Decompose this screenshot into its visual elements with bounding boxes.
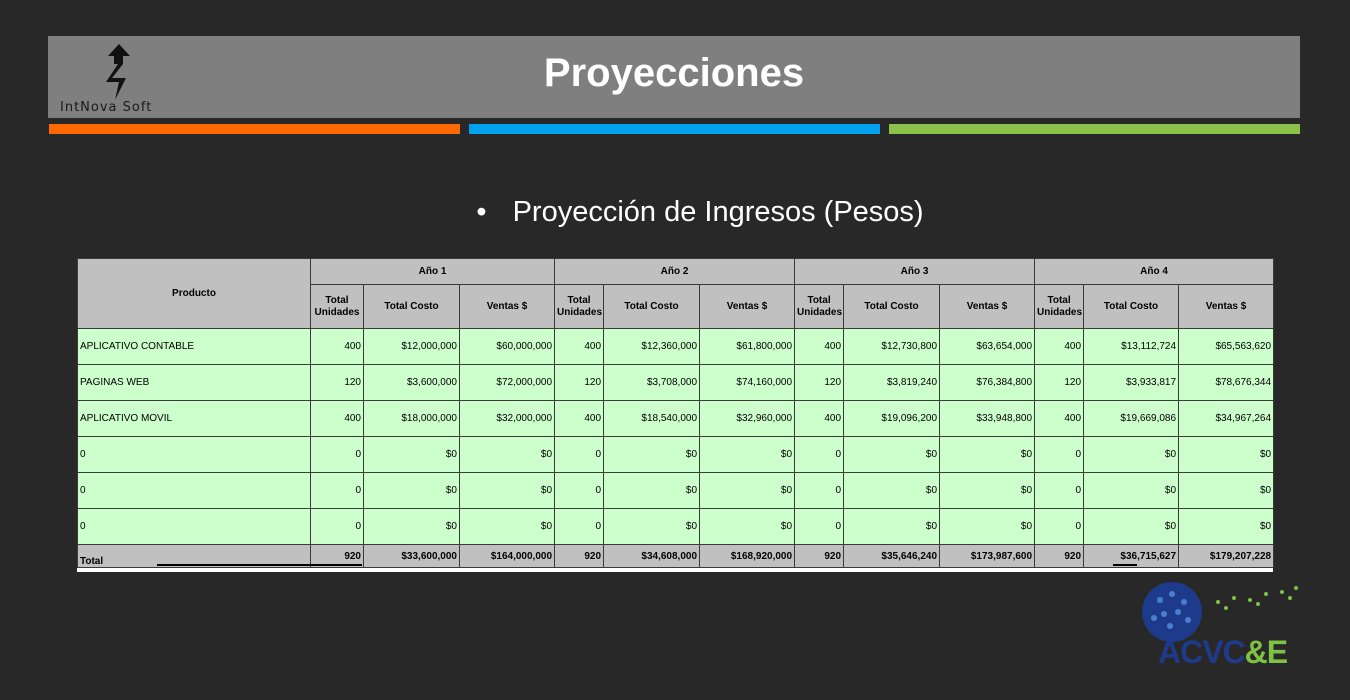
orange-stripe xyxy=(49,124,460,134)
value-cell[interactable]: $72,000,000 xyxy=(460,365,555,401)
value-cell[interactable]: 400 xyxy=(311,401,364,437)
value-cell[interactable]: $0 xyxy=(364,437,460,473)
total-cell[interactable]: 920 xyxy=(1035,545,1084,568)
value-cell[interactable]: $3,819,240 xyxy=(844,365,940,401)
value-cell[interactable]: $0 xyxy=(460,437,555,473)
value-cell[interactable]: 0 xyxy=(555,473,604,509)
value-cell[interactable]: $0 xyxy=(700,509,795,545)
total-cell[interactable]: $35,646,240 xyxy=(844,545,940,568)
value-cell[interactable]: $0 xyxy=(1084,509,1179,545)
value-cell[interactable]: $0 xyxy=(1084,473,1179,509)
total-label: Total xyxy=(78,545,311,568)
value-cell[interactable]: $0 xyxy=(604,473,700,509)
total-cell[interactable]: $179,207,228 xyxy=(1179,545,1274,568)
total-cell[interactable]: 920 xyxy=(311,545,364,568)
value-cell[interactable]: $0 xyxy=(844,509,940,545)
column-header: Total Unidades xyxy=(311,285,364,329)
year-header: Año 2 xyxy=(555,259,795,285)
value-cell[interactable]: $12,360,000 xyxy=(604,329,700,365)
value-cell[interactable]: 400 xyxy=(555,401,604,437)
value-cell[interactable]: 120 xyxy=(1035,365,1084,401)
value-cell[interactable]: $76,384,800 xyxy=(940,365,1035,401)
value-cell[interactable]: 400 xyxy=(1035,401,1084,437)
table-row xyxy=(78,437,1274,473)
value-cell[interactable]: 0 xyxy=(311,509,364,545)
value-cell[interactable]: 400 xyxy=(555,329,604,365)
total-cell[interactable]: $168,920,000 xyxy=(700,545,795,568)
product-cell[interactable]: PAGINAS WEB xyxy=(78,365,311,401)
value-cell[interactable]: $0 xyxy=(940,437,1035,473)
column-header: Ventas $ xyxy=(700,285,795,329)
acvc-logo xyxy=(1140,580,1330,690)
table-row xyxy=(78,401,1274,437)
value-cell[interactable]: $74,160,000 xyxy=(700,365,795,401)
value-cell[interactable]: $65,563,620 xyxy=(1179,329,1274,365)
column-header: Ventas $ xyxy=(460,285,555,329)
value-cell[interactable]: $0 xyxy=(364,473,460,509)
value-cell[interactable]: $19,669,086 xyxy=(1084,401,1179,437)
value-cell[interactable]: 0 xyxy=(1035,473,1084,509)
value-cell[interactable]: 0 xyxy=(311,437,364,473)
total-cell[interactable]: $173,987,600 xyxy=(940,545,1035,568)
value-cell[interactable]: $3,708,000 xyxy=(604,365,700,401)
slide-header xyxy=(48,36,1300,118)
year-header: Año 1 xyxy=(311,259,555,285)
column-header: Total Costo xyxy=(844,285,940,329)
value-cell[interactable]: $0 xyxy=(844,473,940,509)
column-header: Total Unidades xyxy=(555,285,604,329)
value-cell[interactable]: $78,676,344 xyxy=(1179,365,1274,401)
page-title: Proyecciones xyxy=(543,51,805,95)
value-cell[interactable]: 120 xyxy=(311,365,364,401)
year-header: Año 4 xyxy=(1035,259,1274,285)
value-cell[interactable]: $3,600,000 xyxy=(364,365,460,401)
underline-mark xyxy=(157,564,362,566)
value-cell[interactable]: $0 xyxy=(700,473,795,509)
value-cell[interactable]: $60,000,000 xyxy=(460,329,555,365)
column-header: Total Unidades xyxy=(1035,285,1084,329)
value-cell[interactable]: $0 xyxy=(460,473,555,509)
column-header: Ventas $ xyxy=(940,285,1035,329)
logo-text: IntNova Soft xyxy=(60,100,153,115)
value-cell[interactable]: $13,112,724 xyxy=(1084,329,1179,365)
value-cell[interactable]: $0 xyxy=(460,509,555,545)
column-header: Ventas $ xyxy=(1179,285,1274,329)
column-header: Total Unidades xyxy=(795,285,844,329)
value-cell[interactable]: $0 xyxy=(1179,509,1274,545)
year-header: Año 3 xyxy=(795,259,1035,285)
value-cell[interactable]: $32,960,000 xyxy=(700,401,795,437)
value-cell[interactable]: 0 xyxy=(555,437,604,473)
product-cell[interactable]: 0 xyxy=(78,437,311,473)
value-cell[interactable]: $0 xyxy=(604,437,700,473)
total-cell[interactable]: $164,000,000 xyxy=(460,545,555,568)
blue-stripe xyxy=(469,124,880,134)
table-row xyxy=(78,509,1274,545)
total-cell[interactable]: 920 xyxy=(795,545,844,568)
subtitle-text: Proyección de Ingresos (Pesos) xyxy=(512,196,924,228)
value-cell[interactable]: 120 xyxy=(795,365,844,401)
total-cell[interactable]: 920 xyxy=(555,545,604,568)
value-cell[interactable]: 0 xyxy=(555,509,604,545)
value-cell[interactable]: $0 xyxy=(364,509,460,545)
value-cell[interactable]: 0 xyxy=(795,437,844,473)
value-cell[interactable]: $0 xyxy=(940,509,1035,545)
value-cell[interactable]: $0 xyxy=(940,473,1035,509)
product-cell[interactable]: APLICATIVO MOVIL xyxy=(78,401,311,437)
value-cell[interactable]: $12,000,000 xyxy=(364,329,460,365)
value-cell[interactable]: $63,654,000 xyxy=(940,329,1035,365)
table-row xyxy=(78,329,1274,365)
total-cell[interactable]: $36,715,627 xyxy=(1084,545,1179,568)
total-cell[interactable]: $34,608,000 xyxy=(604,545,700,568)
product-cell[interactable]: APLICATIVO CONTABLE xyxy=(78,329,311,365)
product-cell[interactable]: 0 xyxy=(78,509,311,545)
subtitle-bullet xyxy=(0,196,1350,229)
value-cell[interactable]: $18,540,000 xyxy=(604,401,700,437)
value-cell[interactable]: 400 xyxy=(1035,329,1084,365)
value-cell[interactable]: $33,948,800 xyxy=(940,401,1035,437)
value-cell[interactable]: 0 xyxy=(1035,437,1084,473)
value-cell[interactable]: 400 xyxy=(311,329,364,365)
value-cell[interactable]: $18,000,000 xyxy=(364,401,460,437)
value-cell[interactable]: $0 xyxy=(1084,437,1179,473)
product-header: Producto xyxy=(78,259,311,329)
value-cell[interactable]: $0 xyxy=(844,437,940,473)
value-cell[interactable]: $32,000,000 xyxy=(460,401,555,437)
value-cell[interactable]: $0 xyxy=(700,437,795,473)
value-cell[interactable]: 400 xyxy=(795,401,844,437)
column-header: Total Costo xyxy=(364,285,460,329)
value-cell[interactable]: $61,800,000 xyxy=(700,329,795,365)
table-row xyxy=(78,365,1274,401)
green-stripe xyxy=(889,124,1300,134)
value-cell[interactable]: 0 xyxy=(1035,509,1084,545)
value-cell[interactable]: $19,096,200 xyxy=(844,401,940,437)
value-cell[interactable]: 120 xyxy=(555,365,604,401)
value-cell[interactable]: 0 xyxy=(311,473,364,509)
column-header: Total Costo xyxy=(604,285,700,329)
value-cell[interactable]: $34,967,264 xyxy=(1179,401,1274,437)
value-cell[interactable]: $12,730,800 xyxy=(844,329,940,365)
value-cell[interactable]: $0 xyxy=(604,509,700,545)
bullet-icon: • xyxy=(476,196,487,228)
value-cell[interactable]: $3,933,817 xyxy=(1084,365,1179,401)
value-cell[interactable]: 0 xyxy=(795,509,844,545)
acvc-wordmark: ACVC&E xyxy=(1158,634,1288,670)
column-header: Total Costo xyxy=(1084,285,1179,329)
total-cell[interactable]: $33,600,000 xyxy=(364,545,460,568)
value-cell[interactable]: 0 xyxy=(795,473,844,509)
value-cell[interactable]: $0 xyxy=(1179,473,1274,509)
underline-mark xyxy=(1113,564,1137,566)
value-cell[interactable]: 400 xyxy=(795,329,844,365)
value-cell[interactable]: $0 xyxy=(1179,437,1274,473)
table-row xyxy=(78,473,1274,509)
income-projection-table xyxy=(77,258,1273,572)
product-cell[interactable]: 0 xyxy=(78,473,311,509)
